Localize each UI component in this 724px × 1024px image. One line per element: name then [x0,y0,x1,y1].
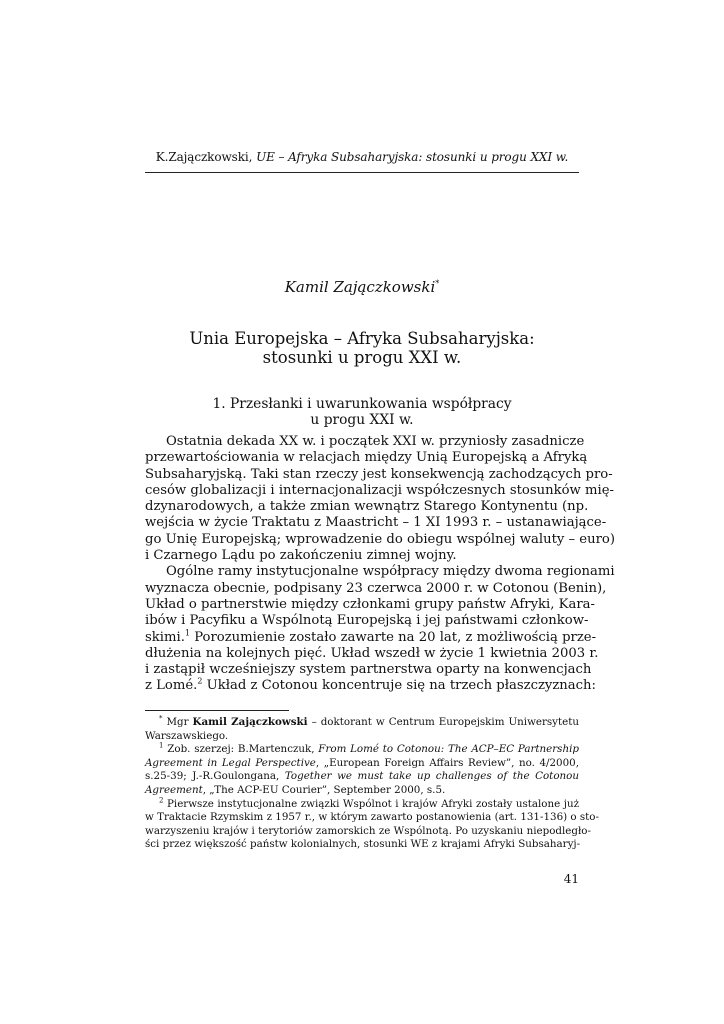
paragraph-1-line: go Unię Europejską; wprowadzenie do obiegu wspólnej waluty – euro) [145,531,615,547]
running-head [145,150,579,164]
text-fragment: z Lomé. [145,678,198,694]
paragraph-2-line [145,628,597,646]
footnote-marker: * [159,714,163,723]
footnote-1-line [145,784,579,798]
text-fragment: Pierwsze instytucjonalne związki Wspólnot i krajów Afryki zostały ustalone już [163,797,579,810]
footnote-1-line [145,757,579,771]
article-title-line-2: stosunki u progu XXI w. [262,348,462,367]
paragraph-1-line: Ostatnia dekada XX w. i początek XXI w. przyniosły zasadnicze [166,434,585,449]
footnote-rule [145,710,289,711]
footnote-1-line [145,743,579,757]
text-fragment: Mgr [162,716,193,728]
text-fragment: Układ z Cotonou koncentruje się na trzech płaszczyznach: [202,678,596,694]
footnotes [145,714,599,852]
text-fragment: skimi. [145,629,185,645]
footnote-marker: 2 [159,796,164,805]
paragraph-1-line: przewartościowania w relacjach między Unią Europejską a Afryką [145,450,588,466]
running-head-author: K.Zajączkowski, [155,150,257,164]
text-fragment-italic: Together we must take up challenges of the Cotonou [284,770,579,783]
footnote-ref-1: 1 [184,628,190,638]
paragraph-2-line: wyznacza obecnie, podpisany 23 czerwca 2000 r. w Cotonou (Benin), [145,580,607,596]
article-author [145,278,579,296]
paragraph-2-line: ibów i Pacyfiku a Wspólnotą Europejską i jej państwami członkow- [145,613,589,629]
text-fragment-italic: Agreement [145,783,203,796]
text-fragment: Porozumienie zostało zawarte na 20 lat, z możliwością prze- [190,629,597,645]
paragraph-1-line: wejścia w życie Traktatu z Maastricht – 1 XI 1993 r. – ustanawiające- [145,515,607,531]
header-rule [145,172,579,173]
text-fragment-italic: From Lomé to Cotonou: The ACP–EC Partnership [318,743,579,756]
paragraph-2-line: dłużenia na kolejnych pięć. Układ wszedł w życie 1 kwietnia 2003 r. [145,645,599,661]
footnote-author-name: Kamil Zajączkowski [192,716,308,728]
footnote-2-line: warzyszeniu krajów i terytoriów zamorskich ze Wspólnotą. Po uzyskaniu niepodległo- [145,824,591,837]
footnote-star-line: Warszawskiego. [145,729,229,742]
article-title-line-1: Unia Europejska – Afryka Subsaharyjska: [189,329,535,348]
footnote-star-line [145,716,579,730]
text-fragment-italic: Agreement in Legal Perspective [145,756,316,769]
section-heading [145,397,579,428]
paragraph-2-line: Układ o partnerstwie między członkami grupy państw Afryki, Kara- [145,596,595,612]
text-fragment: s.25-39; J.-R.Goulongana, [145,770,285,783]
footnote-2-line [145,798,579,812]
paragraph-2-line: Ogólne ramy instytucjonalne współpracy między dwoma regionami [166,564,615,580]
paragraph-2-line [145,677,596,694]
author-name: Kamil Zajączkowski [284,278,436,296]
body-text [145,434,615,695]
footnote-ref-2: 2 [197,677,203,687]
text-fragment: – doktorant w Centrum Europejskim Uniwersytetu [307,716,579,728]
section-heading-line-2: u progu XXI w. [310,411,414,428]
section-heading-line-1: 1. Przesłanki i uwarunkowania współpracy [212,396,512,412]
running-head-title: UE – Afryka Subsaharyjska: stosunki u progu XXI w. [256,150,569,164]
footnote-1-line [145,770,579,784]
footnote-2-line: w Traktacie Rzymskim z 1957 r., w którym zawarto postanowienia (art. 131-136) o sto- [145,811,599,824]
paragraph-1-line: Subsaharyjską. Taki stan rzeczy jest konsekwencją zachodzących pro- [145,466,613,482]
paragraph-2-line: i zastąpił wcześniejszy system partnerstwa oparty na konwencjach [145,662,592,678]
footnote-marker: 1 [159,741,164,750]
text-fragment: Zob. szerzej: B.Martenczuk, [163,743,319,756]
author-footnote-marker: * [435,279,440,288]
text-fragment: , „The ACP-EU Courier”, September 2000, s.5. [202,783,446,796]
page-number: 41 [563,872,579,886]
text-fragment: , „European Foreign Affairs Review”, no. 4/2000, [315,756,579,769]
paragraph-1-line: i Czarnego Lądu po zakończeniu zimnej wojny. [145,548,457,564]
paragraph-1-line: dzynarodowych, a także zmian wewnątrz Starego Kontynentu (np. [145,499,589,515]
footnote-2-line: ści przez większość państw kolonialnych, stosunki WE z krajami Afryki Subsaharyj- [145,838,581,851]
article-title [145,329,579,367]
paragraph-1-line: cesów globalizacji i internacjonalizacji współczesnych stosunków mię- [145,482,614,498]
